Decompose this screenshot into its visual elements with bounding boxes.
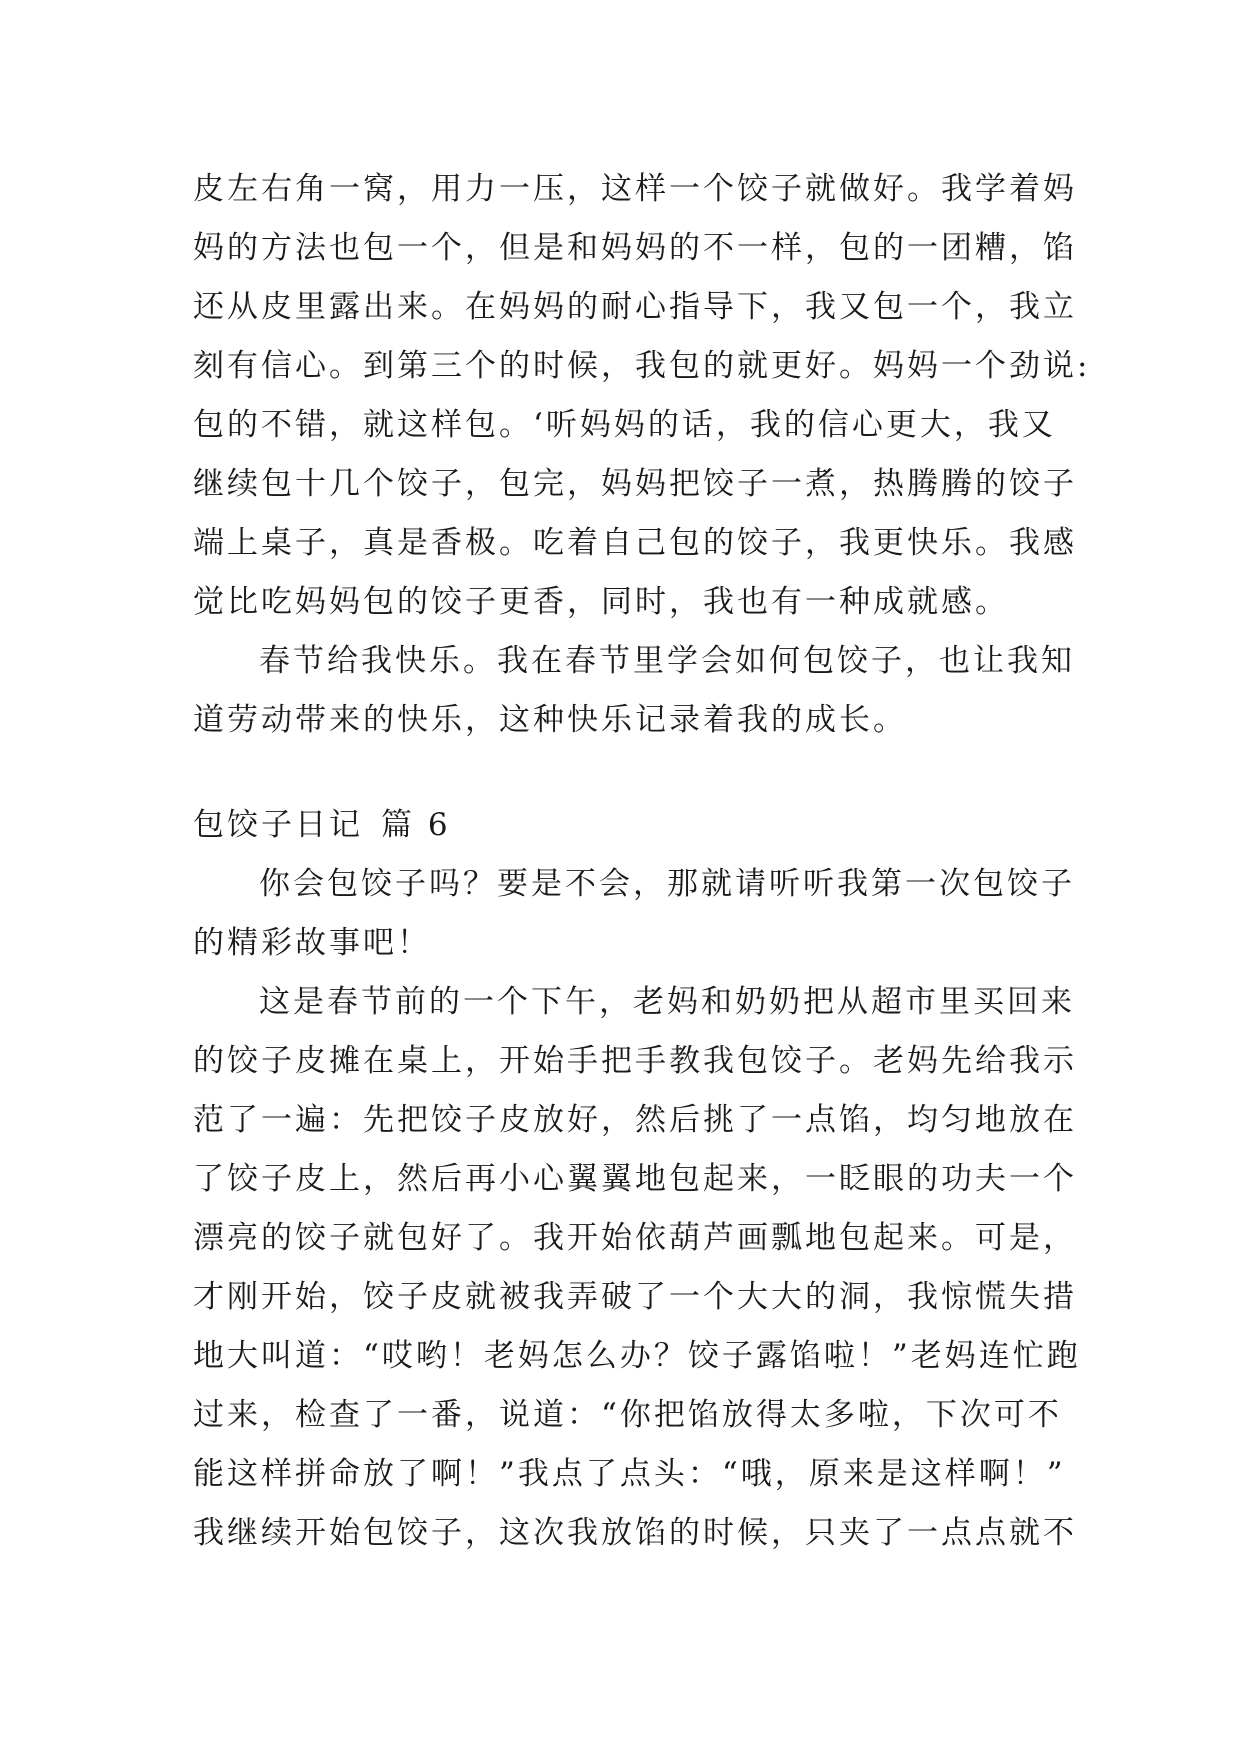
- text-line: 过来，检查了一番，说道：“你把馅放得太多啦，下次可不: [193, 1397, 1062, 1433]
- heading-title: 包饺子日记: [193, 807, 363, 843]
- heading-number: 篇 6: [381, 807, 451, 843]
- text-line: 地大叫道：“哎哟！老妈怎么办？饺子露馅啦！”老妈连忙跑: [193, 1338, 1081, 1374]
- text-line: 觉比吃妈妈包的饺子更香，同时，我也有一种成就感。: [193, 584, 1009, 620]
- text-line: 了饺子皮上，然后再小心翼翼地包起来，一眨眼的功夫一个: [193, 1161, 1077, 1197]
- text-line: 能这样拼命放了啊！”我点了点头：“哦，原来是这样啊！”: [193, 1456, 1066, 1492]
- text-line: 继续包十几个饺子，包完，妈妈把饺子一煮，热腾腾的饺子: [193, 466, 1077, 502]
- paragraph-story: [193, 973, 1081, 1563]
- paragraph-continuation: [193, 160, 1091, 632]
- text-line: 春节给我快乐。我在春节里学会如何包饺子，也让我知: [259, 643, 1075, 679]
- text-line: 的饺子皮摊在桌上，开始手把手教我包饺子。老妈先给我示: [193, 1043, 1077, 1079]
- section-heading: [193, 796, 1063, 855]
- text-line: 妈的方法也包一个，但是和妈妈的不一样，包的一团糟，馅: [193, 230, 1077, 266]
- paragraph-intro: [193, 855, 1075, 973]
- text-line: 漂亮的饺子就包好了。我开始依葫芦画瓢地包起来。可是，: [193, 1220, 1077, 1256]
- text-line: 才刚开始，饺子皮就被我弄破了一个大大的洞，我惊慌失措: [193, 1279, 1077, 1315]
- text-line: 还从皮里露出来。在妈妈的耐心指导下，我又包一个，我立: [193, 289, 1077, 325]
- text-line: 包的不错，就这样包。‘听妈妈的话，我的信心更大，我又: [193, 407, 1056, 443]
- text-line: 刻有信心。到第三个的时候，我包的就更好。妈妈一个劲说:: [193, 348, 1091, 384]
- paragraph-conclusion: [193, 632, 1075, 750]
- document-body: [193, 160, 1091, 1563]
- text-line: 的精彩故事吧！: [193, 925, 431, 961]
- text-line: 皮左右角一窝，用力一压，这样一个饺子就做好。我学着妈: [193, 171, 1077, 207]
- text-line: 范了一遍：先把饺子皮放好，然后挑了一点馅，均匀地放在: [193, 1102, 1077, 1138]
- text-line: 端上桌子，真是香极。吃着自己包的饺子，我更快乐。我感: [193, 525, 1077, 561]
- text-line: 这是春节前的一个下午，老妈和奶奶把从超市里买回来: [259, 984, 1075, 1020]
- text-line: 你会包饺子吗？要是不会，那就请听听我第一次包饺子: [259, 866, 1075, 902]
- text-line: 我继续开始包饺子，这次我放馅的时候，只夹了一点点就不: [193, 1515, 1077, 1551]
- text-line: 道劳动带来的快乐，这种快乐记录着我的成长。: [193, 702, 907, 738]
